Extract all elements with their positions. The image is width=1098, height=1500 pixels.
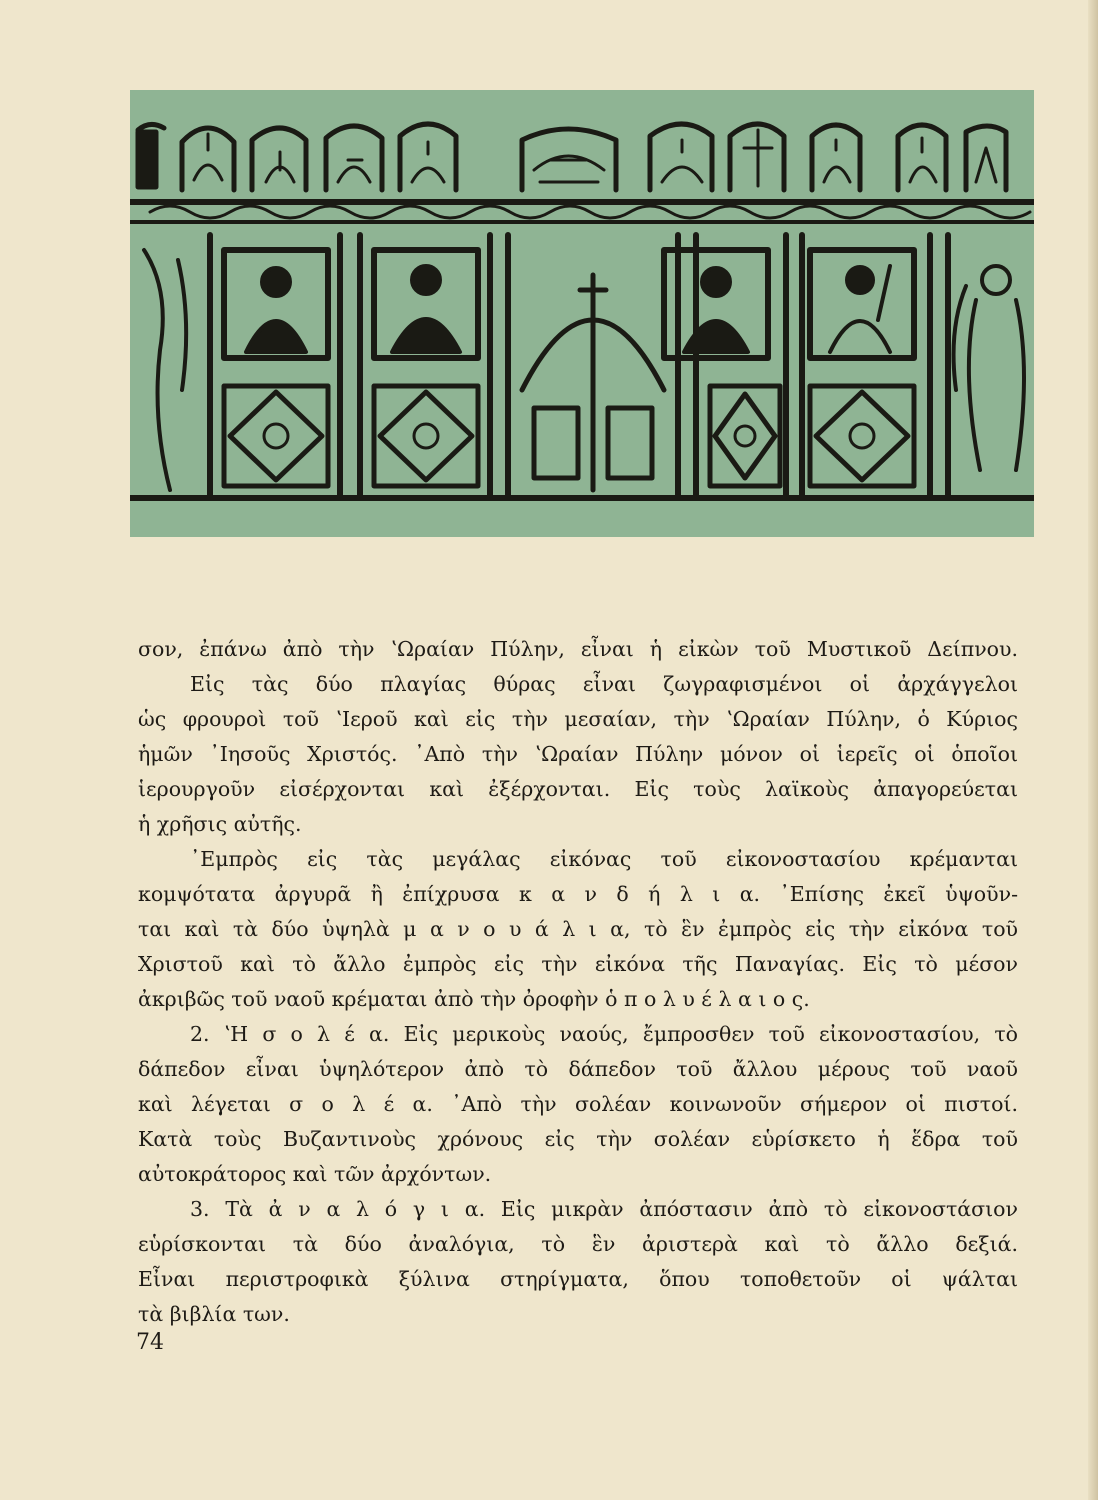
text-line: ἱερουργοῦν εἰσέρχονται καὶ ἐξέρχονται. Εἰς τοὺς λαϊκοὺς ἀπαγορεύεται	[138, 777, 1018, 801]
text-line: Κατὰ τοὺς Βυζαντινοὺς χρόνους εἰς τὴν σολέαν εὑρίσκετο ἡ ἕδρα τοῦ	[138, 1127, 1018, 1151]
text-line: καὶ λέγεται σ ο λ έ α. ᾿Απὸ τὴν σολέαν κοινωνοῦν σήμερον οἱ πιστοί.	[138, 1092, 1018, 1116]
text-line: ἡμῶν ᾿Ιησοῦς Χριστός. ᾿Απὸ τὴν ʽΩραίαν Πύλην μόνον οἱ ἱερεῖς οἱ ὁποῖοι	[138, 742, 1018, 766]
iconostasis-woodcut-icon	[130, 90, 1034, 537]
text-line: σον, ἐπάνω ἀπὸ τὴν ʽΩραίαν Πύλην, εἶναι ἡ εἰκὼν τοῦ Μυστικοῦ Δείπνου.	[138, 637, 1018, 661]
text-line: δάπεδον εἶναι ὑψηλότερον ἀπὸ τὸ δάπεδον τοῦ ἄλλου μέρους τοῦ ναοῦ	[138, 1057, 1018, 1081]
text-line: εὑρίσκονται τὰ δύο ἀναλόγια, τὸ ἓν ἀριστερὰ καὶ τὸ ἄλλο δεξιά.	[138, 1232, 1018, 1256]
text-line: 3. Τὰ ἀ ν α λ ό γ ι α. Εἰς μικρὰν ἀπόστασιν ἀπὸ τὸ εἰκονοστάσιον	[190, 1197, 1018, 1221]
text-line: κομψότατα ἀργυρᾶ ἢ ἐπίχρυσα κ α ν δ ή λ ι α. ᾿Επίσης ἐκεῖ ὑψοῦν-	[138, 882, 1018, 906]
text-line: ἀκριβῶς τοῦ ναοῦ κρέμαται ἀπὸ τὴν ὀροφὴν ὁ π ο λ υ έ λ α ι ο ς.	[138, 987, 810, 1011]
page-edge	[1088, 0, 1098, 1500]
text-line: ἡ χρῆσις αὐτῆς.	[138, 812, 302, 836]
text-line: Εἰς τὰς δύο πλαγίας θύρας εἶναι ζωγραφισμένοι οἱ ἀρχάγγελοι	[190, 672, 1018, 696]
page-number: 74	[136, 1330, 164, 1355]
text-line: ᾿Εμπρὸς εἰς τὰς μεγάλας εἰκόνας τοῦ εἰκονοστασίου κρέμανται	[190, 847, 1018, 871]
text-line: Εἶναι περιστροφικὰ ξύλινα στηρίγματα, ὅπου τοποθετοῦν οἱ ψάλται	[138, 1267, 1018, 1291]
text-line: 2. ʽΗ σ ο λ έ α. Εἰς μερικοὺς ναούς, ἔμπροσθεν τοῦ εἰκονοστασίου, τὸ	[190, 1022, 1018, 1046]
text-line: αὐτοκράτορος καὶ τῶν ἀρχόντων.	[138, 1162, 492, 1186]
text-line: Χριστοῦ καὶ τὸ ἄλλο ἐμπρὸς εἰς τὴν εἰκόνα τῆς Παναγίας. Εἰς τὸ μέσον	[138, 952, 1018, 976]
text-line: ὡς φρουροὶ τοῦ ʽΙεροῦ καὶ εἰς τὴν μεσαίαν, τὴν ʽΩραίαν Πύλην, ὁ Κύριος	[138, 707, 1018, 731]
text-line: ται καὶ τὰ δύο ὑψηλὰ μ α ν ο υ ά λ ι α, τὸ ἓν ἐμπρὸς εἰς τὴν εἰκόνα τοῦ	[138, 917, 1018, 941]
text-line: τὰ βιβλία των.	[138, 1302, 290, 1326]
body-text	[138, 632, 1018, 1332]
iconostasis-illustration	[130, 90, 1034, 537]
